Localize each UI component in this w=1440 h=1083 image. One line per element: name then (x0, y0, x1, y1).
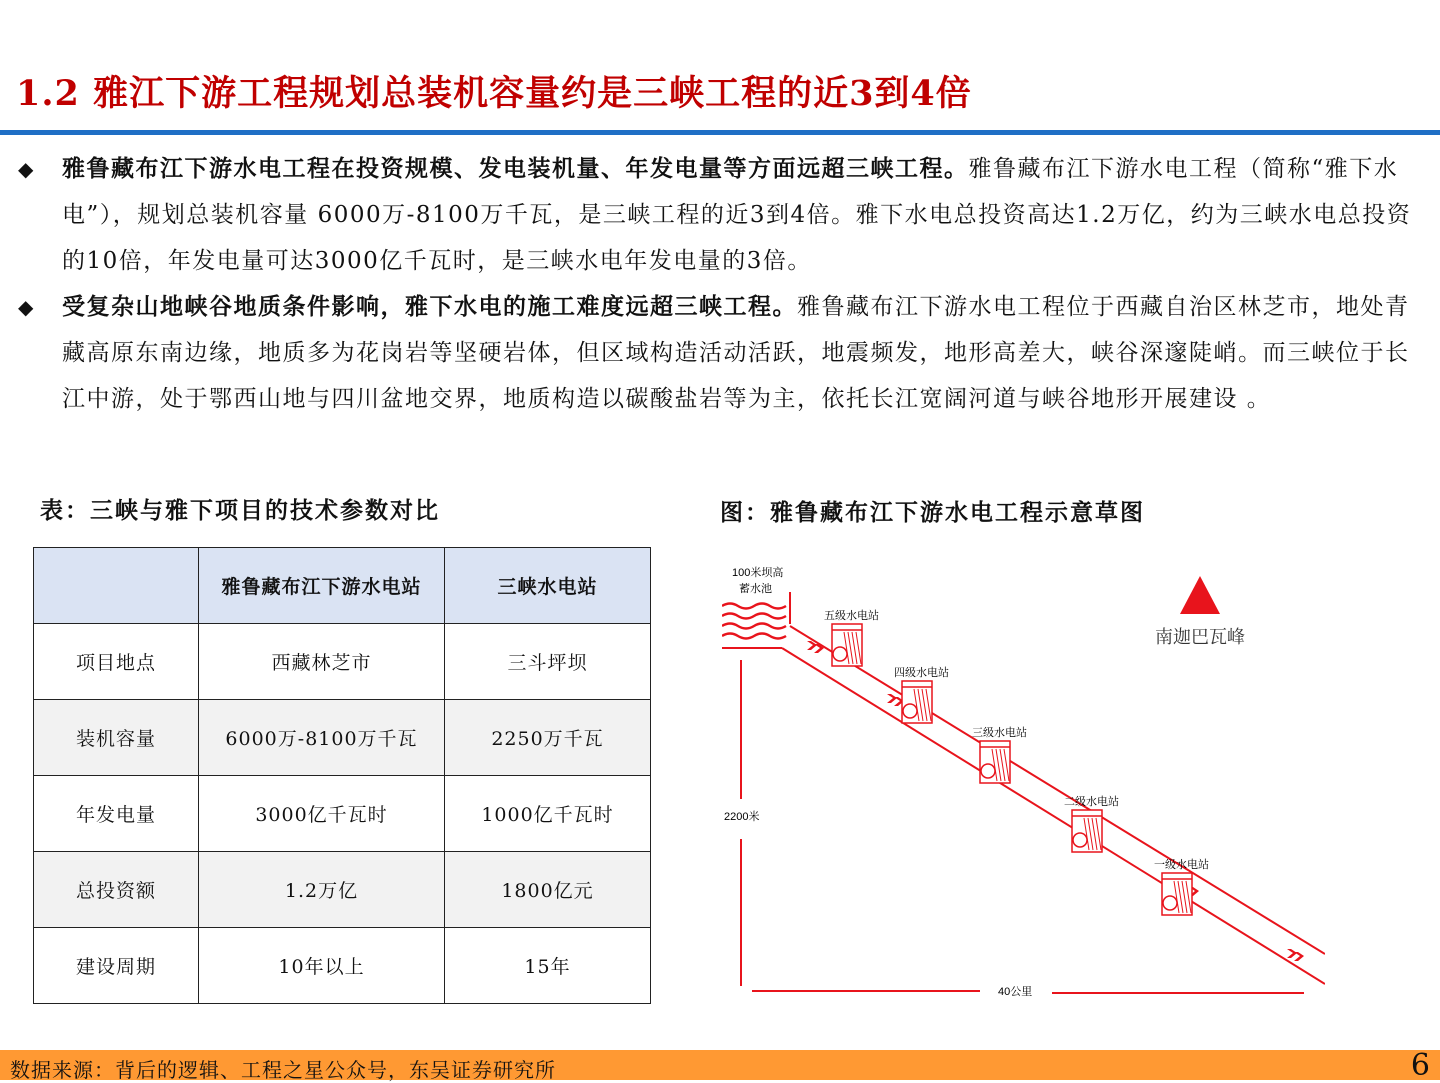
length-label: 40公里 (998, 986, 1033, 998)
mountain-peak-icon (1180, 576, 1220, 614)
dam-icon (902, 681, 932, 723)
flow-arrow-icon (1287, 949, 1304, 961)
bullet-lead: 雅鲁藏布江下游水电工程在投资规模、发电装机量、年发电量等方面远超三峡工程。 (62, 155, 969, 182)
cell: 10年以上 (199, 928, 445, 1004)
bullet-text: 雅鲁藏布江下游水电工程（简称“雅下水电”），规划总装机容量 6000万-8100万千瓦，是三峡工程的近3到4倍。雅下水电总投资高达1.2万亿，约为三峡水电总投资的10倍，年发电量可达3000亿千瓦时，是三峡水电年发电量的3倍。 (62, 156, 1412, 274)
reservoir-label: 蓄水池 (739, 583, 772, 595)
row-label: 项目地点 (34, 624, 199, 700)
station-label: 三级水电站 (972, 727, 1027, 739)
row-label: 建设周期 (34, 928, 199, 1004)
source-note: 数据来源：背后的逻辑、工程之星公众号，东吴证券研究所 (10, 1058, 556, 1082)
figure-caption: 图：雅鲁藏布江下游水电工程示意草图 (720, 499, 1145, 526)
bullet-lead: 受复杂山地峡谷地质条件影响，雅下水电的施工难度远超三峡工程。 (62, 293, 797, 320)
cell: 6000万-8100万千瓦 (199, 700, 445, 776)
comparison-table (33, 547, 651, 1004)
cell: 三斗坪坝 (445, 624, 651, 700)
table-row (34, 928, 651, 1004)
slide-title: 1.2 雅江下游工程规划总装机容量约是三峡工程的近3到4倍 (16, 73, 972, 114)
slope-lower (782, 648, 1325, 984)
bullet-list (18, 146, 1423, 422)
table-header-row (34, 548, 651, 624)
row-label: 装机容量 (34, 700, 199, 776)
cell: 西藏林芝市 (199, 624, 445, 700)
header-cell: 三峡水电站 (445, 548, 651, 624)
title-divider (0, 130, 1440, 135)
table-caption: 表：三峡与雅下项目的技术参数对比 (40, 497, 440, 524)
dam-icon (832, 624, 862, 666)
bullet-item (18, 284, 1423, 422)
header-cell (34, 548, 199, 624)
table-row (34, 700, 651, 776)
row-label: 年发电量 (34, 776, 199, 852)
row-label: 总投资额 (34, 852, 199, 928)
reservoir-label: 100米坝高 (732, 567, 784, 579)
cell: 1000亿千瓦时 (445, 776, 651, 852)
station-label: 一级水电站 (1154, 859, 1209, 871)
dam-icon (1162, 873, 1192, 915)
station-label: 五级水电站 (824, 610, 879, 622)
cell: 2250万千瓦 (445, 700, 651, 776)
station-label: 四级水电站 (894, 667, 949, 679)
cell: 3000亿千瓦时 (199, 776, 445, 852)
hydropower-diagram (722, 544, 1325, 1014)
table-row (34, 852, 651, 928)
table-row (34, 624, 651, 700)
slope-upper (790, 626, 1325, 954)
diamond-bullet-icon: ◆ (18, 157, 35, 181)
height-label: 2200米 (724, 811, 760, 823)
table-row (34, 776, 651, 852)
reservoir-waves-icon (722, 604, 786, 639)
cell: 1800亿元 (445, 852, 651, 928)
bullet-text: 雅鲁藏布江下游水电工程位于西藏自治区林芝市，地处青藏高原东南边缘，地质多为花岗岩等坚硬岩体，但区域构造活动活跃，地震频发，地形高差大，峡谷深邃陡峭。而三峡位于长江中游，处于鄂西山地与四川盆地交界，地质构造以碳酸盐岩等为主，依托长江宽阔河道与峡谷地形开展建设 。 (62, 294, 1410, 412)
dam-icon (1072, 810, 1102, 852)
cell: 1.2万亿 (199, 852, 445, 928)
bullet-item (18, 146, 1423, 284)
peak-label: 南迦巴瓦峰 (1155, 627, 1245, 647)
page-number: 6 (1410, 1048, 1430, 1083)
station-label: 二级水电站 (1064, 796, 1119, 808)
footer-bar (0, 1048, 1440, 1083)
dam-icon (980, 741, 1010, 783)
diamond-bullet-icon: ◆ (18, 295, 35, 319)
header-cell: 雅鲁藏布江下游水电站 (199, 548, 445, 624)
cell: 15年 (445, 928, 651, 1004)
